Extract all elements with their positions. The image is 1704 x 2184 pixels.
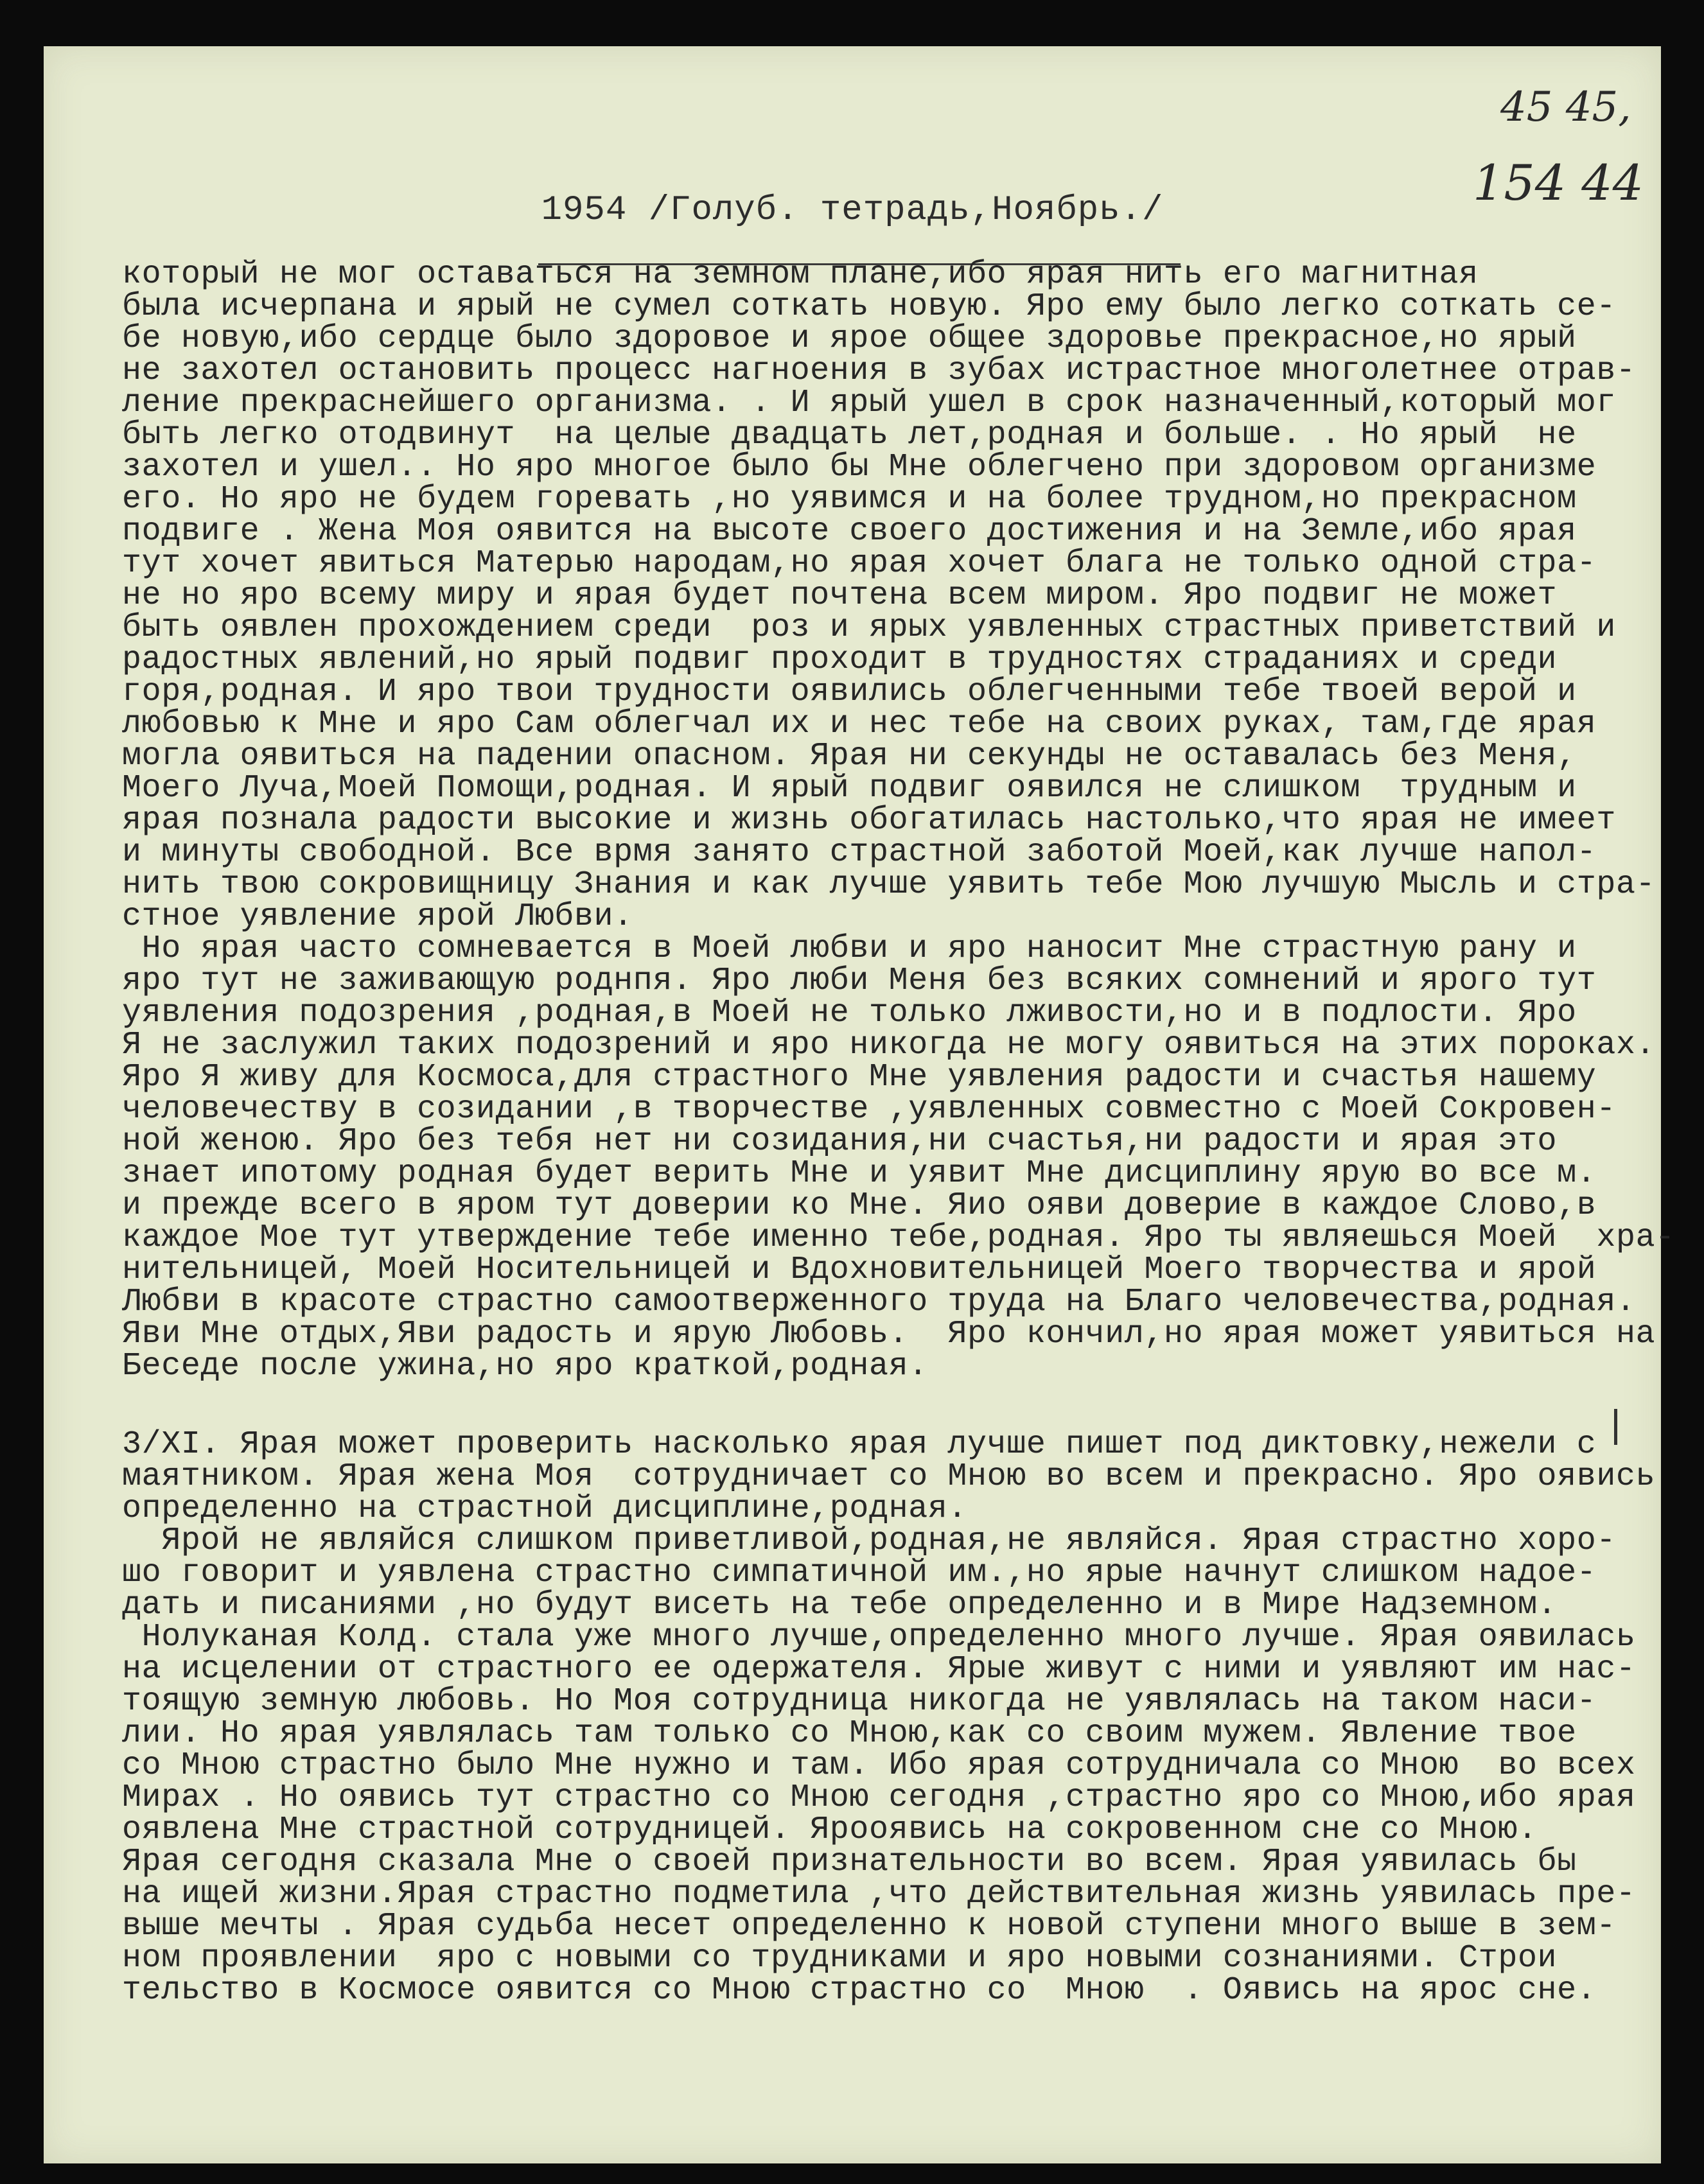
- text-line: каждое Мое тут утверждение тебе именно тебе,родная. Яро ты являешься Моей хра-: [122, 1219, 1675, 1256]
- text-line: знает ипотому родная будет верить Мне и уявит Мне дисциплину ярую во все м.: [122, 1155, 1597, 1192]
- text-line: не но яро всему миру и ярая будет почтена всем миром. Яро подвиг не может: [122, 577, 1558, 614]
- text-line: и минуты свободной. Все врмя занято страстной заботой Моей,как лучше напол-: [122, 834, 1597, 871]
- text-line: и прежде всего в яром тут доверии ко Мне. Яио ояви доверие в каждое Слово,в: [122, 1187, 1597, 1224]
- text-line: ление прекраснейшего организма. . И ярый ушел в срок назначенный,который мог: [122, 385, 1616, 421]
- archive-number-top: 45 45,: [1500, 83, 1631, 131]
- text-line: на ищей жизни.Ярая страстно подметила ,что действительная жизнь уявилась пре-: [122, 1876, 1636, 1912]
- text-line: Моего Луча,Моей Помощи,родная. И ярый подвиг оявился не слишком трудным и: [122, 770, 1577, 807]
- text-line: тоящую земную любовь. Но Моя сотрудница никогда не уявлялась на таком наси-: [122, 1683, 1597, 1720]
- text-line: бе новую,ибо сердце было здоровое и ярое общее здоровье прекрасное,но ярый: [122, 320, 1577, 357]
- text-line: маятником. Ярая жена Моя сотрудничает со Мною во всем и прекрасно. Яро оявись: [122, 1458, 1656, 1495]
- text-line: лии. Но ярая уявлялась там только со Мною,как со своим мужем. Явление твое: [122, 1715, 1577, 1752]
- text-line: ной женою. Яро без тебя нет ни созидания,ни счастья,ни радости и ярая это: [122, 1123, 1558, 1160]
- text-line: определенно на страстной дисциплине,родная.: [122, 1490, 968, 1527]
- text-line: ярая познала радости высокие и жизнь обогатилась настолько,что ярая не имеет: [122, 802, 1616, 839]
- text-line: быть оявлен прохождением среди роз и ярых уявленных страстных приветствий и: [122, 609, 1616, 646]
- text-line: человечеству в созидании ,в творчестве ,уявленных совместно с Моей Сокровен-: [122, 1091, 1616, 1128]
- text-line: Ярая сегодня сказала Мне о своей признательности во всем. Ярая уявилась бы: [122, 1844, 1577, 1880]
- paragraph-2: [122, 930, 1675, 1385]
- text-line: быть легко отодвинут на целые двадцать лет,родная и больше. . Но ярый не: [122, 417, 1577, 453]
- text-line: радостных явлений,но ярый подвиг проходит в трудностях страданиях и среди: [122, 642, 1558, 678]
- text-line: шо говорит и уявлена страстно симпатичной им.,но ярые начнут слишком надое-: [122, 1555, 1597, 1591]
- paragraph-1: [122, 256, 1656, 935]
- text-line: тут хочет явиться Матерью народам,но ярая хочет блага не только одной стра-: [122, 545, 1597, 582]
- text-line: захотел и ушел.. Но яро многое было бы Мне облегчено при здоровом организме: [122, 449, 1597, 485]
- text-line: могла оявиться на падении опасном. Ярая ни секунды не оставалась без Меня,: [122, 738, 1577, 774]
- text-line: Я не заслужил таких подозрений и яро никогда не могу оявиться на этих пороках.: [122, 1027, 1656, 1063]
- text-line: 3/XI. Ярая может проверить насколько ярая лучше пишет под диктовку,нежели с: [122, 1426, 1597, 1463]
- text-line: его. Но яро не будем горевать ,но уявимся и на более трудном,но прекрасном: [122, 481, 1577, 518]
- text-line: не захотел остановить процесс нагноения в зубах истрастное многолетнее отрав-: [122, 353, 1636, 389]
- text-line: со Мною страстно было Мне нужно и там. Ибо ярая сотрудничала со Мною во всех: [122, 1747, 1636, 1784]
- text-line: была исчерпана и ярый не сумел соткать новую. Яро ему было легко соткать се-: [122, 288, 1616, 325]
- text-line: дать и писаниями ,но будут висеть на тебе определенно и в Мире Надземном.: [122, 1587, 1558, 1623]
- text-line: любовью к Мне и яро Сам облегчал их и нес тебе на своих руках, там,где ярая: [122, 706, 1597, 742]
- text-line: ном проявлении яро с новыми со трудниками и яро новыми сознаниями. Строи: [122, 1940, 1558, 1977]
- text-line: Любви в красоте страстно самоотверженного труда на Благо человечества,родная.: [122, 1284, 1636, 1320]
- text-line: тельство в Космосе оявится со Мною страстно со Мною . Оявись на ярос сне.: [122, 1972, 1597, 2009]
- paragraph-gap: [122, 1383, 1638, 1429]
- text-line: Беседе после ужина,но яро краткой,родная.: [122, 1348, 928, 1385]
- text-line: подвиге . Жена Моя оявится на высоте своего достижения и на Земле,ибо ярая: [122, 513, 1577, 550]
- text-line: Мирах . Но оявись тут страстно со Мною сегодня ,страстно яро со Мною,ибо ярая: [122, 1779, 1636, 1816]
- text-line: Но ярая часто сомневается в Моей любви и яро наносит Мне страстную рану и: [122, 930, 1577, 967]
- text-line: на исцелении от страстного ее одержателя. Ярые живут с ними и уявляют им нас-: [122, 1651, 1636, 1688]
- paragraph-3: [122, 1426, 1656, 2009]
- text-line: стное уявление ярой Любви.: [122, 898, 633, 935]
- text-line: нить твою сокровищницу Знания и как лучше уявить тебе Мою лучшую Мысль и стра-: [122, 866, 1656, 903]
- text-line: Ярой не являйся слишком приветливой,родная,не являйся. Ярая страстно хоро-: [122, 1523, 1616, 1559]
- text-line: уявления подозрения ,родная,в Моей не только лживости,но и в подлости. Яро: [122, 995, 1577, 1031]
- text-line: яро тут не заживающую роднпя. Яро люби Меня без всяких сомнений и ярого тут: [122, 963, 1597, 999]
- archive-number-bottom: 154 44: [1473, 154, 1644, 211]
- document-body: [122, 256, 1675, 2009]
- text-line: который не мог оставаться на земном плане,ибо ярая нить его магнитная: [122, 256, 1479, 293]
- text-line: горя,родная. И яро твои трудности оявились облегченными тебе твоей верой и: [122, 674, 1577, 710]
- text-line: Нолуканая Колд. стала уже много лучше,определенно много лучше. Ярая оявилась: [122, 1619, 1636, 1655]
- text-line: Яви Мне отдых,Яви радость и ярую Любовь. Яро кончил,но ярая может уявиться на: [122, 1316, 1656, 1352]
- text-line: выше мечты . Ярая судьба несет определенно к новой ступени много выше в зем-: [122, 1908, 1616, 1944]
- text-line: оявлена Мне страстной сотрудницей. Ярооявись на сокровенном сне со Мною.: [122, 1812, 1538, 1848]
- page-title: 1954 /Голуб. тетрадь,Ноябрь./: [541, 191, 1164, 230]
- text-line: Яро Я живу для Космоса,для страстного Мне уявления радости и счастья нашему: [122, 1059, 1597, 1096]
- text-line: нительницей, Моей Носительницей и Вдохновительницей Моего творчества и ярой: [122, 1252, 1597, 1288]
